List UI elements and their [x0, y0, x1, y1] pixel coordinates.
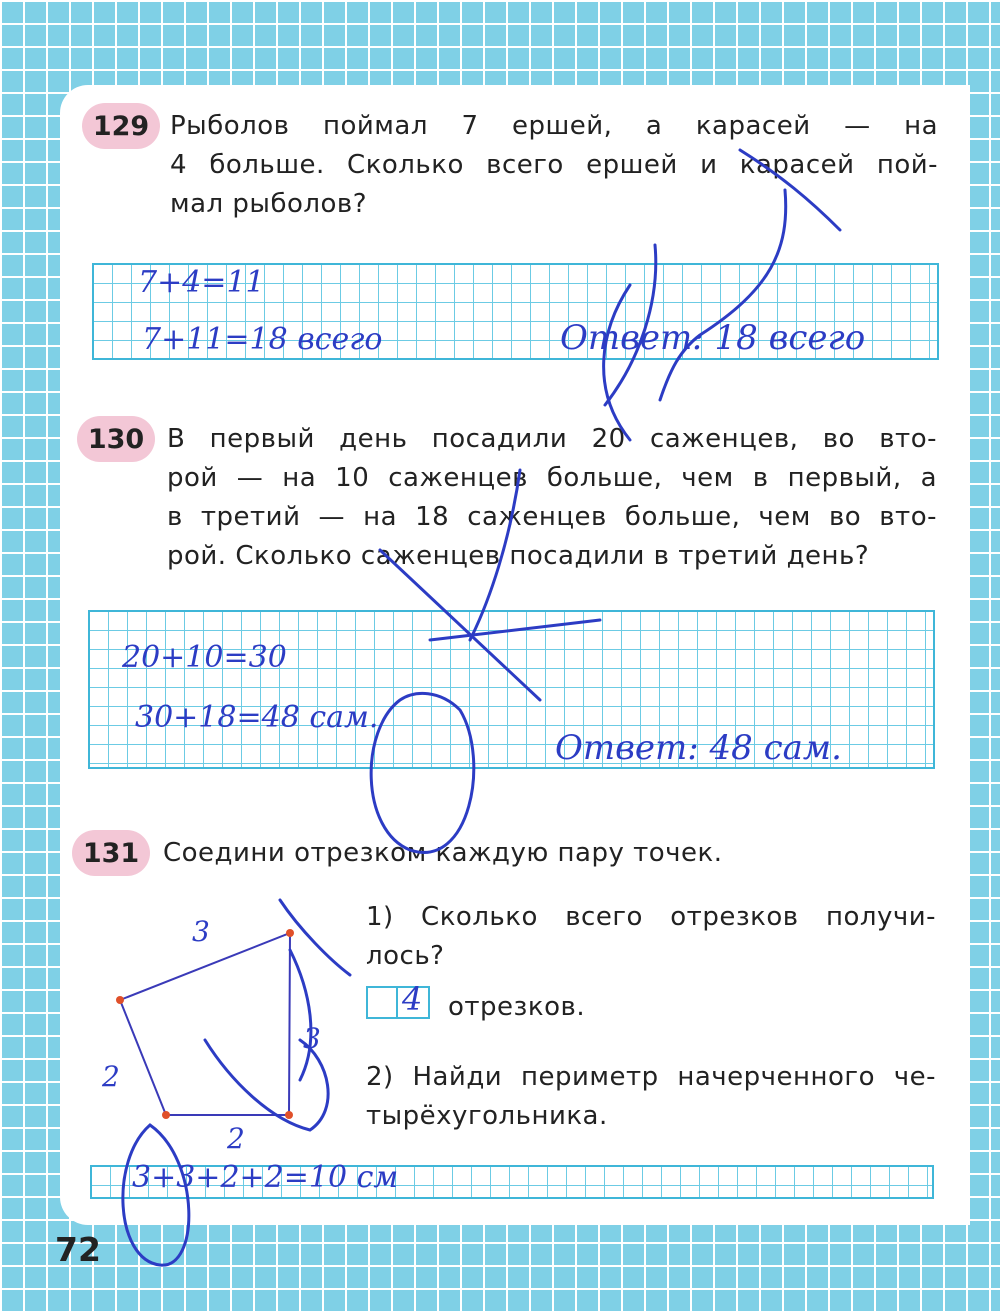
text-line: 1) Сколько всего отрезков получи-	[366, 902, 936, 932]
handwritten-solution-line: 7+11=18 всего	[142, 322, 383, 357]
task-131-title: Соедини отрезком каждую пару точек.	[163, 838, 723, 868]
text-line: рой — на 10 саженцев больше, чем в первый, а	[167, 463, 937, 493]
side-label: 2	[227, 1122, 245, 1155]
handwritten-solution-line: 30+18=48 сам.	[135, 700, 379, 735]
text-line: лось?	[366, 941, 445, 971]
text-line: в третий — на 18 саженцев больше, чем во вто-	[167, 502, 937, 532]
text-line: мал рыболов?	[170, 189, 368, 219]
pen-stroke	[740, 150, 840, 230]
text-line: 4 больше. Сколько всего ершей и карасей пой-	[170, 150, 938, 180]
handwritten-solution-line: 3+3+2+2=10 см	[132, 1160, 399, 1195]
pen-stroke	[605, 245, 656, 405]
pen-stroke	[290, 950, 311, 1080]
handwritten-solution-line: 20+10=30	[122, 640, 287, 675]
side-label: 3	[303, 1022, 321, 1055]
pen-stroke	[660, 190, 786, 400]
task-number: 130	[87, 423, 145, 455]
text-line: Рыболов поймал 7 ершей, а карасей — на	[170, 111, 938, 141]
side-label: 3	[192, 915, 210, 948]
pen-stroke	[430, 620, 600, 640]
text-line: тырёхугольника.	[366, 1101, 608, 1131]
text-line: В первый день посадили 20 саженцев, во вто-	[167, 424, 937, 454]
pen-stroke	[123, 1125, 189, 1265]
handwritten-solution-line: 7+4=11	[138, 265, 265, 300]
page-number: 72	[55, 1230, 101, 1269]
side-label: 2	[102, 1060, 120, 1093]
pen-stroke	[470, 470, 520, 640]
task-number: 131	[82, 837, 140, 869]
handwritten-answer: Ответ: 18 всего	[560, 318, 866, 358]
pen-stroke	[380, 550, 540, 700]
pen-stroke	[371, 693, 474, 852]
pen-stroke	[280, 900, 350, 975]
handwritten-count-answer: 4	[402, 980, 423, 1018]
answer-unit-label: отрезков.	[448, 992, 586, 1022]
pen-stroke	[604, 285, 630, 440]
text-line: 2) Найди периметр начерченного че-	[366, 1062, 936, 1092]
text-line: рой. Сколько саженцев посадили в третий день?	[167, 541, 870, 571]
task-number: 129	[92, 110, 150, 142]
handwritten-answer: Ответ: 48 сам.	[555, 728, 842, 768]
